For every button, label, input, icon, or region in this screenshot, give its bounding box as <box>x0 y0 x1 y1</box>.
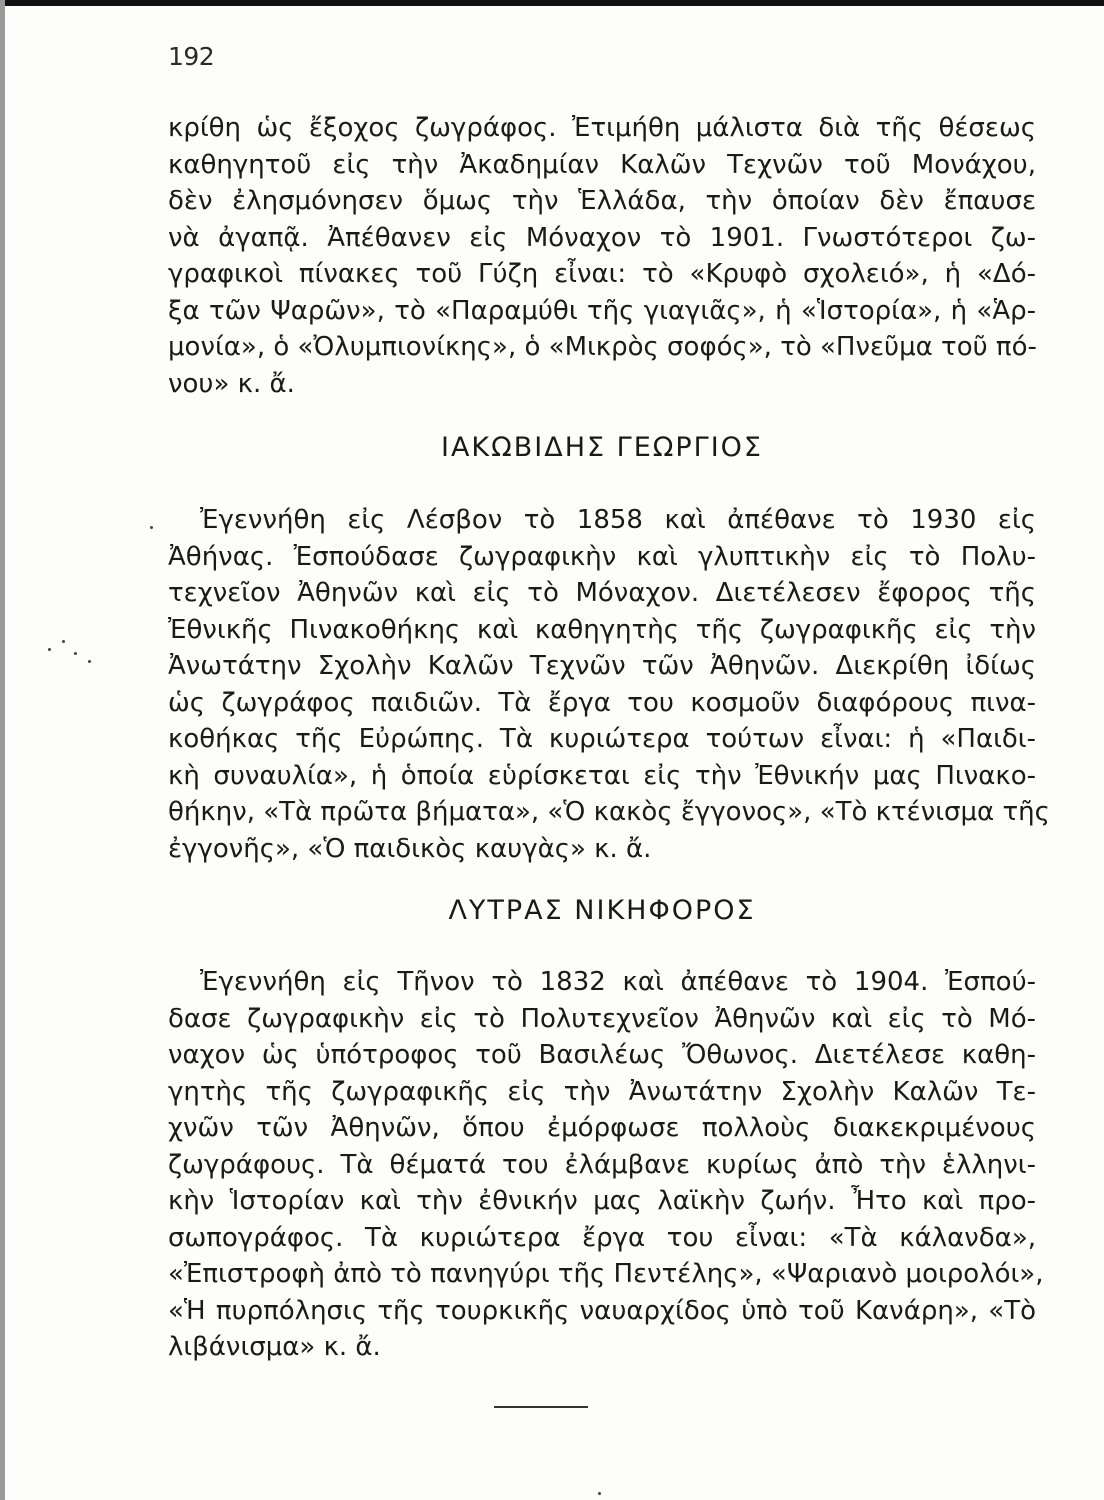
scan-top-edge <box>0 0 1104 6</box>
scan-speck <box>88 660 91 663</box>
scan-speck <box>74 652 77 655</box>
scan-speck <box>598 1492 601 1495</box>
scan-speck <box>150 526 153 529</box>
text-line: ζωγράφους. Τὰ θέματά του ἐλάμβανε κυρίως ἀπὸ τὴν ἑλληνι- <box>168 1149 1036 1180</box>
text-line: ξα τῶν Ψαρῶν», τὸ «Παραμύθι τῆς γιαγιᾶς», ἡ «Ἱστορία», ἡ «Ἁρ- <box>168 295 1036 326</box>
paragraph-gyzis <box>168 110 1036 402</box>
text-line: γραφικοὶ πίνακες τοῦ Γύζη εἶναι: τὸ «Κρυφὸ σχολειό», ἡ «Δό- <box>168 259 1036 289</box>
text-line: κοθήκας τῆς Εὐρώπης. Τὰ κυριώτερα τούτων εἶναι: ἡ «Παιδι- <box>168 724 1036 754</box>
text-line: δὲν ἐλησμόνησεν ὅμως τὴν Ἑλλάδα, τὴν ὁποίαν δὲν ἔπαυσε <box>168 186 1036 216</box>
text-line: σωπογράφος. Τὰ κυριώτερα ἔργα του εἶναι: «Τὰ κάλανδα», <box>168 1222 1036 1253</box>
text-line: κρίθη ὡς ἔξοχος ζωγράφος. Ἐτιμήθη μάλιστα διὰ τῆς θέσεως <box>168 113 1036 143</box>
text-line: ὡς ζωγράφος παιδιῶν. Τὰ ἔργα του κοσμοῦν διαφόρους πινα- <box>168 687 1036 718</box>
text-line: λιβάνισμα» κ. ἄ. <box>168 1332 381 1362</box>
text-line: «Ἡ πυρπόλησις τῆς τουρκικῆς ναυαρχίδος ὑπὸ τοῦ Κανάρη», «Τὸ <box>168 1295 1036 1326</box>
text-line: Ἐγεννήθη εἰς Τῆνον τὸ 1832 καὶ ἀπέθανε τὸ 1904. Ἐσπού- <box>200 967 1036 997</box>
text-line: «Ἐπιστροφὴ ἀπὸ τὸ πανηγύρι τῆς Πεντέλης», «Ψαριανὸ μοιρολόι», <box>168 1259 1044 1289</box>
text-line: ἐγγονῆς», «Ὁ παιδικὸς καυγὰς» κ. ἄ. <box>168 833 652 864</box>
page-number: 192 <box>168 42 215 71</box>
text-line: Ἀνωτάτην Σχολὴν Καλῶν Τεχνῶν τῶν Ἀθηνῶν. Διεκρίθη ἰδίως <box>168 651 1036 681</box>
text-line: κὴν Ἱστορίαν καὶ τὴν ἐθνικήν μας λαϊκὴν ζωήν. Ἦτο καὶ προ- <box>168 1186 1036 1216</box>
paragraph-lytras <box>168 964 1044 1366</box>
heading-iakovidis: ΙΑΚΩΒΙΔΗΣ ΓΕΩΡΓΙΟΣ <box>440 432 763 463</box>
text-line: νὰ ἀγαπᾷ. Ἀπέθανεν εἰς Μόναχον τὸ 1901. Γνωστότεροι ζω- <box>168 222 1036 253</box>
paragraph-iakovidis <box>168 502 1050 867</box>
text-line: ναχον ὡς ὑπότροφος τοῦ Βασιλέως Ὄθωνος. Διετέλεσε καθη- <box>168 1040 1036 1070</box>
text-line: χνῶν τῶν Ἀθηνῶν, ὅπου ἐμόρφωσε πολλοὺς διακεκριμένους <box>168 1113 1036 1143</box>
text-line: δασε ζωγραφικὴν εἰς τὸ Πολυτεχνεῖον Ἀθηνῶν καὶ εἰς τὸ Μό- <box>168 1003 1036 1034</box>
text-line: Ἀθήνας. Ἐσπούδασε ζωγραφικὴν καὶ γλυπτικὴν εἰς τὸ Πολυ- <box>168 541 1036 572</box>
scan-left-edge <box>0 0 5 1500</box>
scan-speck <box>48 648 51 651</box>
text-line: νου» κ. ἄ. <box>168 368 295 399</box>
heading-lytras: ΛΥΤΡΑΣ ΝΙΚΗΦΟΡΟΣ <box>448 895 756 926</box>
text-line: Ἐγεννήθη εἰς Λέσβον τὸ 1858 καὶ ἀπέθανε τὸ 1930 εἰς <box>200 505 1036 535</box>
text-line: μονία», ὁ «Ὀλυμπιονίκης», ὁ «Μικρὸς σοφός», τὸ «Πνεῦμα τοῦ πό- <box>168 332 1037 362</box>
scan-speck <box>62 640 65 643</box>
text-line: καθηγητοῦ εἰς τὴν Ἀκαδημίαν Καλῶν Τεχνῶν τοῦ Μονάχου, <box>168 149 1036 180</box>
text-line: θήκην, «Τὰ πρῶτα βήματα», «Ὁ κακὸς ἔγγονος», «Τὸ κτένισμα τῆς <box>168 797 1050 827</box>
section-divider <box>494 1406 588 1408</box>
text-line: γητὴς τῆς ζωγραφικῆς εἰς τὴν Ἀνωτάτην Σχολὴν Καλῶν Τε- <box>168 1076 1036 1107</box>
text-line: κὴ συναυλία», ἡ ὁποία εὑρίσκεται εἰς τὴν Ἐθνικήν μας Πινακο- <box>168 760 1036 791</box>
text-line: Ἐθνικῆς Πινακοθήκης καὶ καθηγητὴς τῆς ζωγραφικῆς εἰς τὴν <box>168 614 1036 645</box>
text-line: τεχνεῖον Ἀθηνῶν καὶ εἰς τὸ Μόναχον. Διετέλεσεν ἔφορος τῆς <box>168 578 1036 608</box>
